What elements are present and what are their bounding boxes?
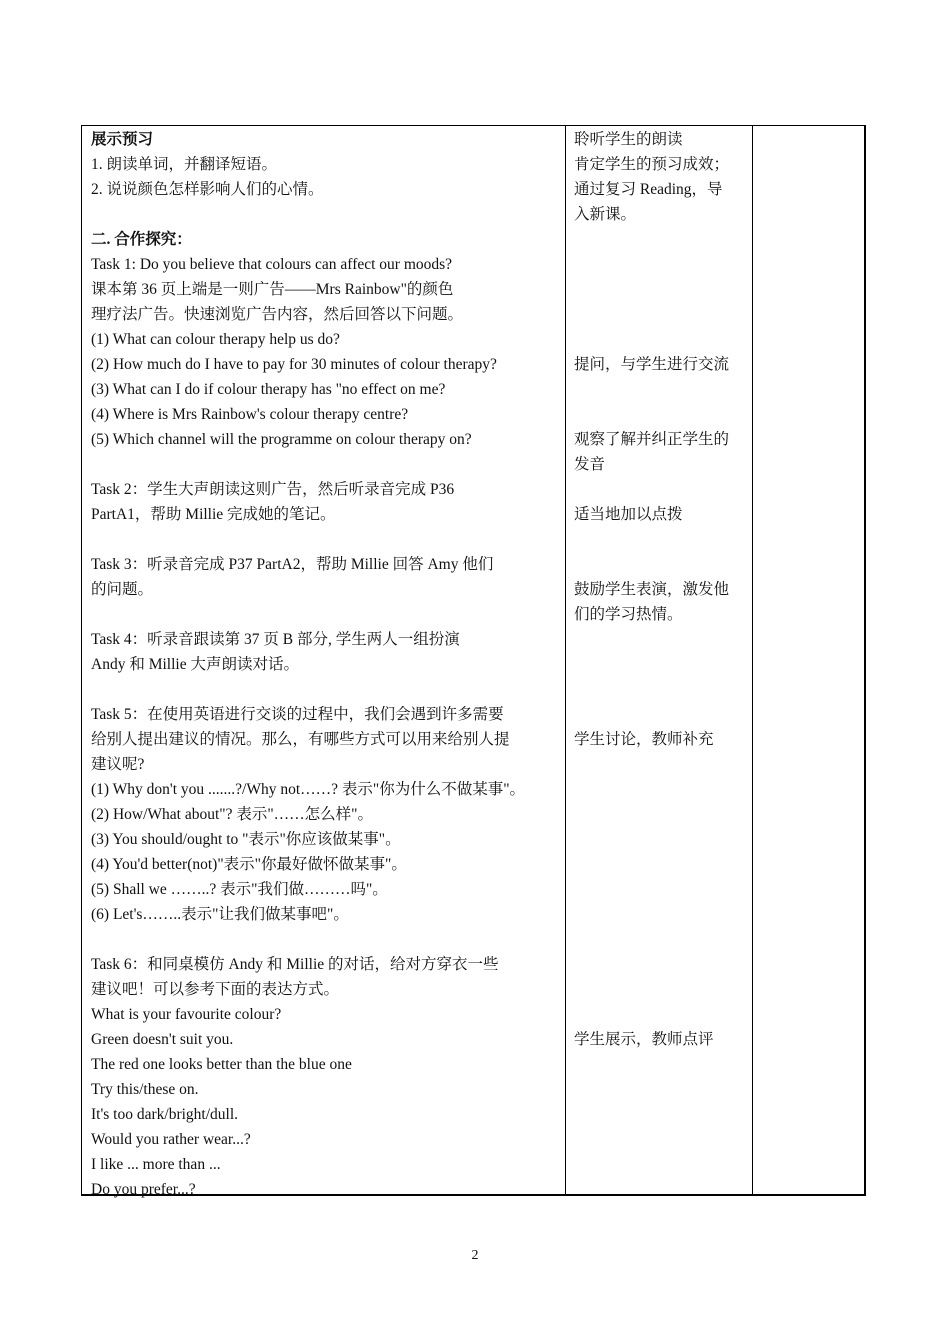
activity-line: Andy 和 Millie 大声朗读对话。 xyxy=(91,656,299,673)
activity-line: What is your favourite colour? xyxy=(91,1006,282,1023)
activity-line: 展示预习 xyxy=(91,131,154,148)
note-line xyxy=(574,877,744,902)
activity-line: (4) Where is Mrs Rainbow's colour therapy centre? xyxy=(91,406,409,423)
activity-line: 的问题。 xyxy=(91,581,154,598)
activity-line xyxy=(91,527,557,552)
note-line xyxy=(574,252,744,277)
activity-line: 1. 朗读单词，并翻译短语。 xyxy=(91,156,278,173)
note-line xyxy=(574,952,744,977)
activity-line: Green doesn't suit you. xyxy=(91,1031,234,1048)
note-line xyxy=(574,927,744,952)
note-line xyxy=(574,677,744,702)
activity-line: (3) What can I do if colour therapy has "no effect on me? xyxy=(91,381,446,398)
note-line xyxy=(574,977,744,1002)
activities-text xyxy=(82,126,565,1202)
activities-column xyxy=(82,126,566,1198)
note-line: 肯定学生的预习成效； xyxy=(574,156,730,173)
activity-line: 理疗法广告。快速浏览广告内容，然后回答以下问题。 xyxy=(91,306,464,323)
activity-line: 二. 合作探究： xyxy=(91,231,192,248)
activity-line: (2) How/What about"? 表示"……怎么样"。 xyxy=(91,806,374,823)
activity-line: It's too dark/bright/dull. xyxy=(91,1106,239,1123)
activity-line: Task 4：听录音跟读第 37 页 B 部分, 学生两人一组扮演 xyxy=(91,631,460,648)
note-line xyxy=(574,852,744,877)
note-line xyxy=(574,1002,744,1027)
activity-line xyxy=(91,452,557,477)
activity-line: I like ... more than ... xyxy=(91,1156,221,1173)
note-line: 鼓励学生表演，激发他 xyxy=(574,581,730,598)
activity-line: The red one looks better than the blue one xyxy=(91,1056,352,1073)
activity-line xyxy=(91,602,557,627)
activity-line: Task 3：听录音完成 P37 PartA2，帮助 Millie 回答 Amy 他们 xyxy=(91,556,494,573)
activity-line: Do you prefer...? xyxy=(91,1181,196,1198)
note-line xyxy=(574,777,744,802)
note-line xyxy=(574,277,744,302)
note-line xyxy=(574,227,744,252)
note-line xyxy=(574,627,744,652)
activity-line: Would you rather wear...? xyxy=(91,1131,251,1148)
activity-line: 给别人提出建议的情况。那么，有哪些方式可以用来给别人提 xyxy=(91,731,510,748)
activity-line: (1) Why don't you .......?/Why not……? 表示"你为什么不做某事"。 xyxy=(91,781,526,798)
note-line xyxy=(574,402,744,427)
note-line xyxy=(574,377,744,402)
note-line xyxy=(574,327,744,352)
activity-line xyxy=(91,677,557,702)
note-line: 学生讨论，教师补充 xyxy=(574,731,714,748)
activity-line: Task 5：在使用英语进行交谈的过程中，我们会遇到许多需要 xyxy=(91,706,504,723)
note-line: 聆听学生的朗读 xyxy=(574,131,683,148)
blank-column xyxy=(752,126,864,1194)
note-line: 们的学习热情。 xyxy=(574,606,683,623)
lesson-plan-table xyxy=(81,125,866,1196)
note-line xyxy=(574,552,744,577)
page-number: 2 xyxy=(471,1248,479,1263)
note-line xyxy=(574,477,744,502)
note-line: 适当地加以点拨 xyxy=(574,506,683,523)
activity-line xyxy=(91,202,557,227)
note-line: 发音 xyxy=(574,456,606,473)
note-line: 观察了解并纠正学生的 xyxy=(574,431,730,448)
note-line xyxy=(574,652,744,677)
note-line xyxy=(574,802,744,827)
activity-line: (6) Let's……..表示"让我们做某事吧"。 xyxy=(91,906,349,923)
activity-line: (5) Shall we ……..? 表示"我们做………吗"。 xyxy=(91,881,388,898)
note-line: 入新课。 xyxy=(574,206,637,223)
activity-line xyxy=(91,927,557,952)
activity-line: (4) You'd better(not)"表示"你最好做怀做某事"。 xyxy=(91,856,407,873)
activity-line: Try this/these on. xyxy=(91,1081,199,1098)
activity-line: 课本第 36 页上端是一则广告——Mrs Rainbow"的颜色 xyxy=(91,281,454,298)
note-line xyxy=(574,902,744,927)
note-line xyxy=(574,827,744,852)
note-line xyxy=(574,527,744,552)
activity-line: (2) How much do I have to pay for 30 minutes of colour therapy? xyxy=(91,356,497,373)
note-line xyxy=(574,702,744,727)
activity-line: (1) What can colour therapy help us do? xyxy=(91,331,340,348)
activity-line: Task 6：和同桌模仿 Andy 和 Millie 的对话，给对方穿衣一些 xyxy=(91,956,499,973)
note-line: 提问，与学生进行交流 xyxy=(574,356,730,373)
activity-line: (5) Which channel will the programme on colour therapy on? xyxy=(91,431,472,448)
teacher-notes-column xyxy=(565,126,753,1194)
activity-line: 建议呢? xyxy=(91,756,145,773)
note-line: 学生展示，教师点评 xyxy=(574,1031,714,1048)
activity-line: PartA1，帮助 Millie 完成她的笔记。 xyxy=(91,506,336,523)
activity-line: Task 2：学生大声朗读这则广告，然后听录音完成 P36 xyxy=(91,481,455,498)
teacher-notes-text xyxy=(565,126,752,1052)
note-line xyxy=(574,752,744,777)
activity-line: Task 1: Do you believe that colours can affect our moods? xyxy=(91,256,453,273)
note-line xyxy=(574,302,744,327)
note-line: 通过复习 Reading，导 xyxy=(574,181,723,198)
activity-line: 建议吧！可以参考下面的表达方式。 xyxy=(91,981,340,998)
activity-line: 2. 说说颜色怎样影响人们的心情。 xyxy=(91,181,324,198)
activity-line: (3) You should/ought to "表示"你应该做某事"。 xyxy=(91,831,401,848)
